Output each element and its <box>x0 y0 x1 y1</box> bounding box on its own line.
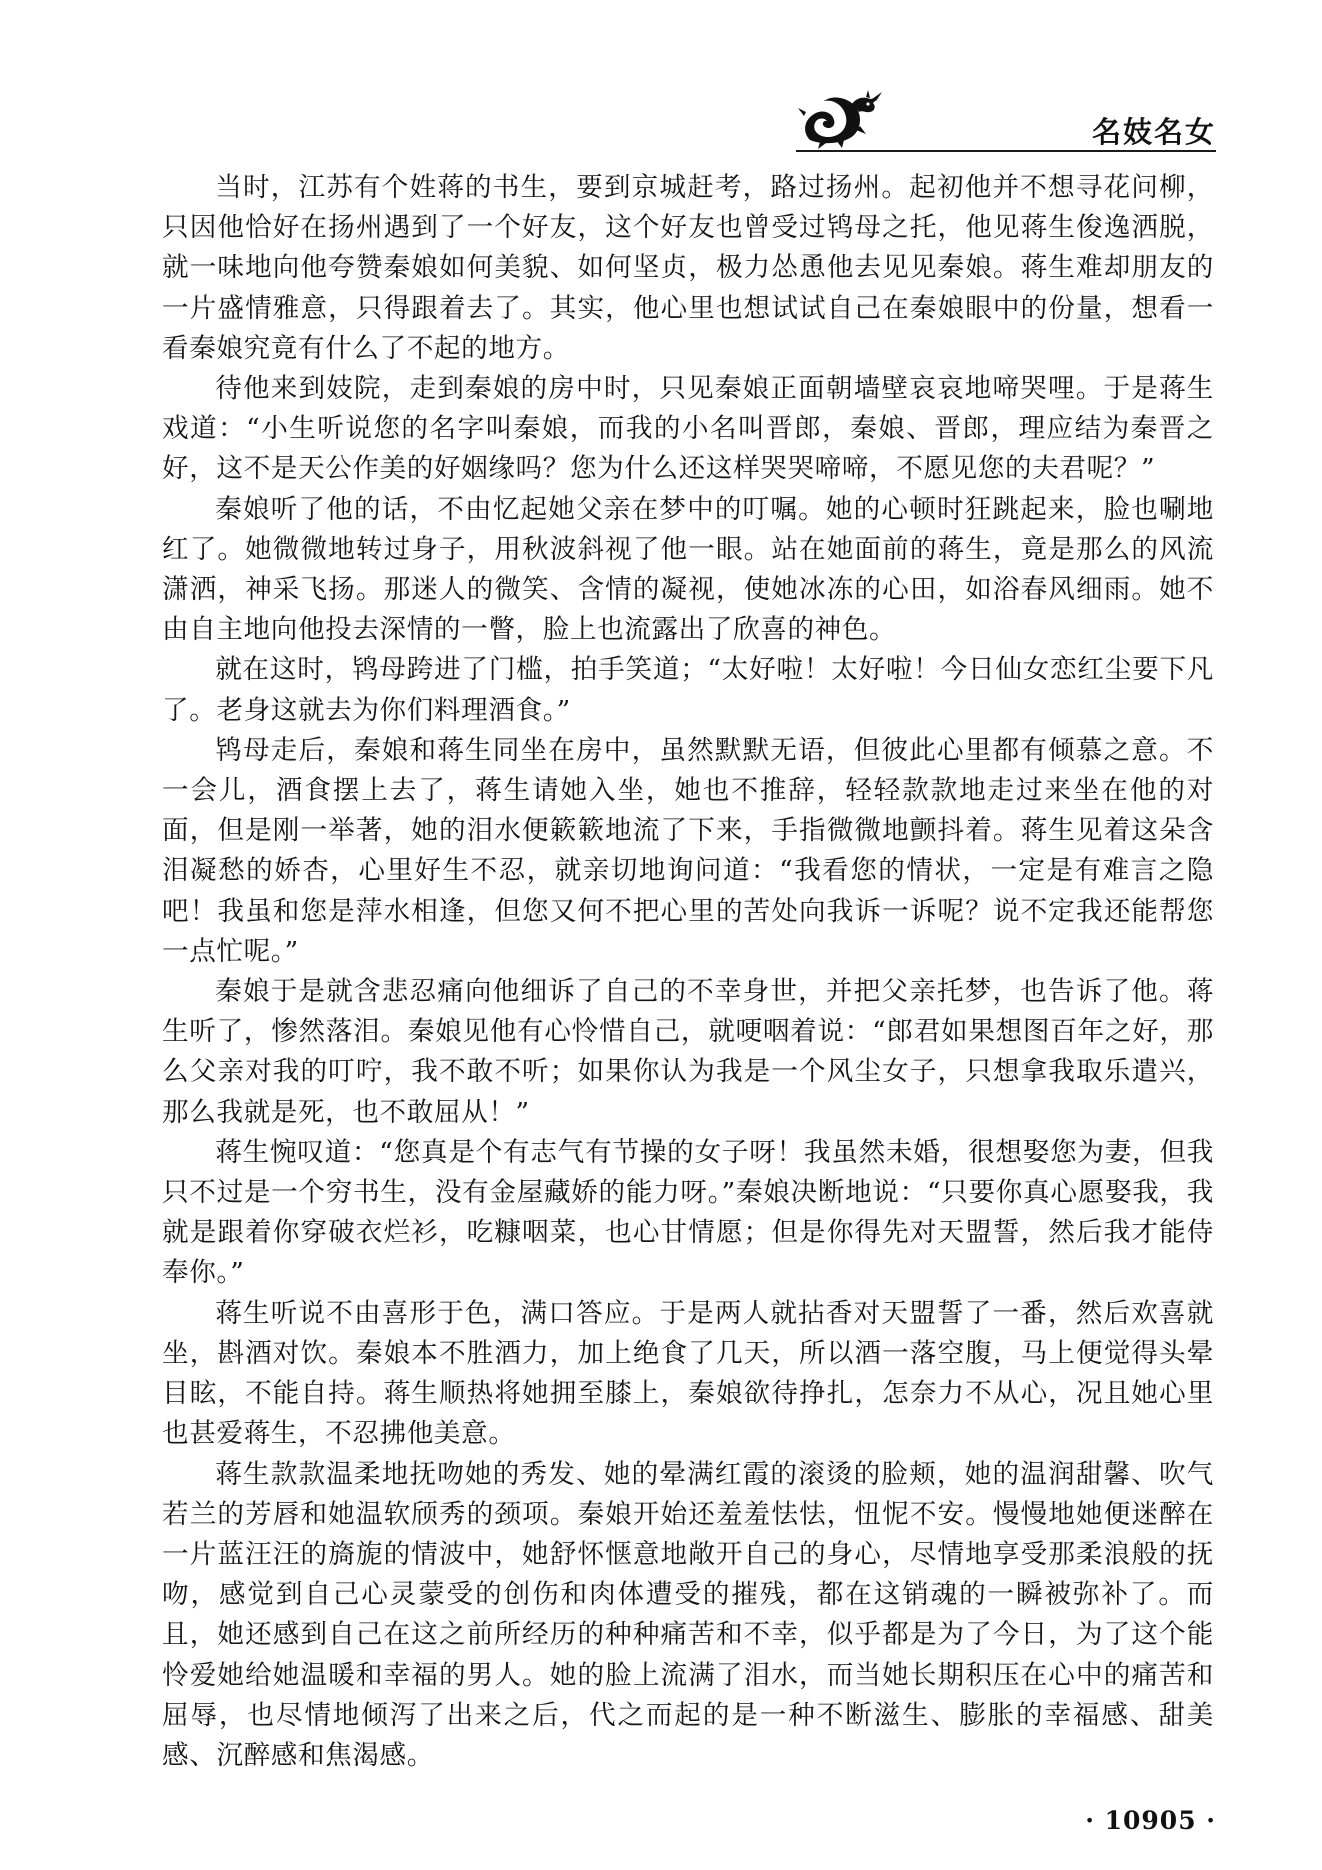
paragraph: 待他来到妓院，走到秦娘的房中时，只见秦娘正面朝墙壁哀哀地啼哭哩。于是蒋生戏道：“小生听说您的名字叫秦娘，而我的小名叫晋郎，秦娘、晋郎，理应结为秦晋之好，这不是天公作美的好姻缘吗？您为什么还这样哭哭啼啼，不愿见您的夫君呢？” <box>162 373 1214 485</box>
paragraph: 当时，江苏有个姓蒋的书生，要到京城赶考，路过扬州。起初他并不想寻花问柳，只因他恰好在扬州遇到了一个好友，这个好友也曾受过鸨母之托，他见蒋生俊逸洒脱，就一味地向他夸赞秦娘如何美貌、如何坚贞，极力怂恿他去见见秦娘。蒋生难却朋友的一片盛情雅意，只得跟着去了。其实，他心里也想试试自己在秦娘眼中的份量，想看一看秦娘究竟有什么了不起的地方。 <box>162 172 1214 364</box>
paragraph: 蒋生听说不由喜形于色，满口答应。于是两人就拈香对天盟誓了一番，然后欢喜就坐，斟酒对饮。秦娘本不胜酒力，加上绝食了几天，所以酒一落空腹，马上便觉得头晕目眩，不能自持。蒋生顺热将她拥至膝上，秦娘欲待挣扎，怎奈力不从心，况且她心里也甚爱蒋生，不忍拂他美意。 <box>162 1297 1214 1450</box>
paragraph: 就在这时，鸨母跨进了门槛，拍手笑道；“太好啦！太好啦！今日仙女恋红尘要下凡了。老身这就去为你们料理酒食。” <box>162 654 1214 726</box>
paragraph: 秦娘于是就含悲忍痛向他细诉了自己的不幸身世，并把父亲托梦，也告诉了他。蒋生听了，惨然落泪。秦娘见他有心怜惜自己，就哽咽着说：“郎君如果想图百年之好，那么父亲对我的叮咛，我不敢不听；如果你认为我是一个风尘女子，只想拿我取乐遣兴，那么我就是死，也不敢屈从！” <box>162 976 1214 1128</box>
running-header <box>796 90 1216 152</box>
dragon-icon <box>796 90 884 150</box>
paragraph: 蒋生款款温柔地抚吻她的秀发、她的晕满红霞的滚烫的脸颊，她的温润甜馨、吹气若兰的芳唇和她温软颀秀的颈项。秦娘开始还羞羞怯怯，忸怩不安。慢慢地她便迷醉在一片蓝汪汪的旖旎的情波中，她舒怀惬意地敞开自己的身心，尽情地享受那柔浪般的抚吻，感觉到自己心灵蒙受的创伤和肉体遭受的摧残，都在这销魂的一瞬被弥补了。而且，她还感到自己在这之前所经历的种种痛苦和不幸，似乎都是为了今日，为了这个能怜爱她给她温暖和幸福的男人。她的脸上流满了泪水，而当她长期积压在心中的痛苦和屈辱，也尽情地倾泻了出来之后，代之而起的是一种不断滋生、膨胀的幸福感、甜美感、沉醉感和焦渴感。 <box>162 1458 1214 1771</box>
page-number: · 10905 · <box>1085 1806 1216 1835</box>
header-title: 名妓名女 <box>1091 115 1216 149</box>
body-text <box>162 168 1214 1776</box>
paragraph: 蒋生惋叹道：“您真是个有志气有节操的女子呀！我虽然未婚，很想娶您为妻，但我只不过是一个穷书生，没有金屋藏娇的能力呀。”秦娘决断地说：“只要你真心愿娶我，我就是跟着你穿破衣烂衫，吃糠咽菜，也心甘情愿；但是你得先对天盟誓，然后我才能侍奉你。” <box>162 1136 1214 1289</box>
paragraph: 秦娘听了他的话，不由忆起她父亲在梦中的叮嘱。她的心顿时狂跳起来，脸也唰地红了。她微微地转过身子，用秋波斜视了他一眼。站在她面前的蒋生，竟是那么的风流潇洒，神采飞扬。那迷人的微笑、含情的凝视，使她冰冻的心田，如浴春风细雨。她不由自主地向他投去深情的一瞥，脸上也流露出了欣喜的神色。 <box>162 493 1214 646</box>
paragraph: 鸨母走后，秦娘和蒋生同坐在房中，虽然默默无语，但彼此心里都有倾慕之意。不一会儿，酒食摆上去了，蒋生请她入坐，她也不推辞，轻轻款款地走过来坐在他的对面，但是刚一举著，她的泪水便簌簌地流了下来，手指微微地颤抖着。蒋生见着这朵含泪凝愁的娇杏，心里好生不忍，就亲切地询问道：“我看您的情状，一定是有难言之隐吧！我虽和您是萍水相逢，但您又何不把心里的苦处向我诉一诉呢？说不定我还能帮您一点忙呢。” <box>162 734 1214 967</box>
header-rule <box>796 150 1216 152</box>
